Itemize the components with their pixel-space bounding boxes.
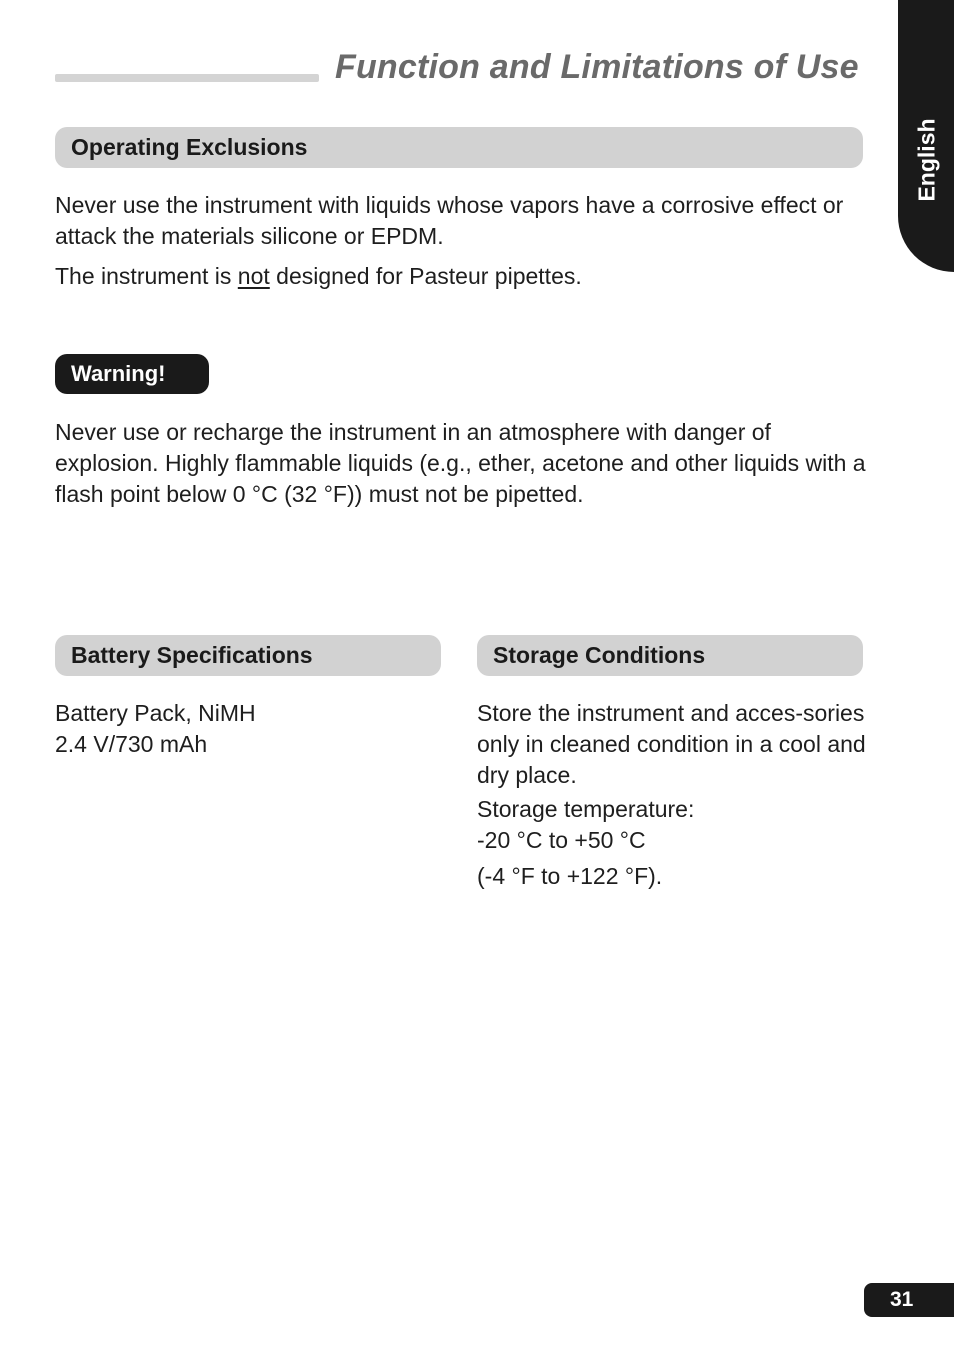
battery-specifications-text (55, 698, 435, 760)
pasteur-text-after: designed for Pasteur pipettes. (269, 263, 582, 289)
battery-line-2: 2.4 V/730 mAh (55, 731, 208, 757)
operating-exclusions-heading (55, 127, 863, 168)
pasteur-text-before: The instrument is (55, 263, 238, 289)
battery-specifications-heading (55, 635, 441, 676)
storage-conditions-paragraph: Store the instrument and acces-sories only in cleaned condition in a cool and dry place. (477, 700, 866, 788)
warning-paragraph: Never use or recharge the instrument in an atmosphere with danger of explosion. Highly flammable liquids (e.g., ether, acetone and other liquids with a flash point below 0 °C (32 °F)) must not be pipetted. (55, 419, 866, 507)
battery-specifications-heading-text: Battery Specifications (71, 642, 313, 668)
storage-conditions-heading (477, 635, 863, 676)
battery-line-1: Battery Pack, NiMH (55, 700, 256, 726)
storage-conditions-heading-text: Storage Conditions (493, 642, 706, 668)
warning-badge-text: Warning! (71, 361, 166, 386)
pasteur-text-emphasis: not (237, 263, 270, 289)
language-tab-label: English (913, 118, 940, 202)
operating-exclusions-paragraph: Never use the instrument with liquids whose vapors have a corrosive effect or attack the materials silicone or EPDM. (55, 192, 844, 249)
header-rule (55, 74, 319, 82)
warning-badge (55, 354, 209, 394)
operating-exclusions-heading-text: Operating Exclusions (71, 134, 308, 160)
page-title: Function and Limitations of Use (335, 48, 859, 86)
pasteur-pipettes-paragraph (55, 261, 865, 292)
page-number: 31 (890, 1288, 914, 1311)
storage-temperature-fahrenheit: (-4 °F to +122 °F). (477, 863, 663, 889)
page-number-badge (864, 1283, 954, 1317)
storage-temperature-celsius: -20 °C to +50 °C (477, 827, 646, 853)
storage-temperature-label: Storage temperature: (477, 796, 695, 822)
storage-temperature-text (477, 794, 877, 856)
